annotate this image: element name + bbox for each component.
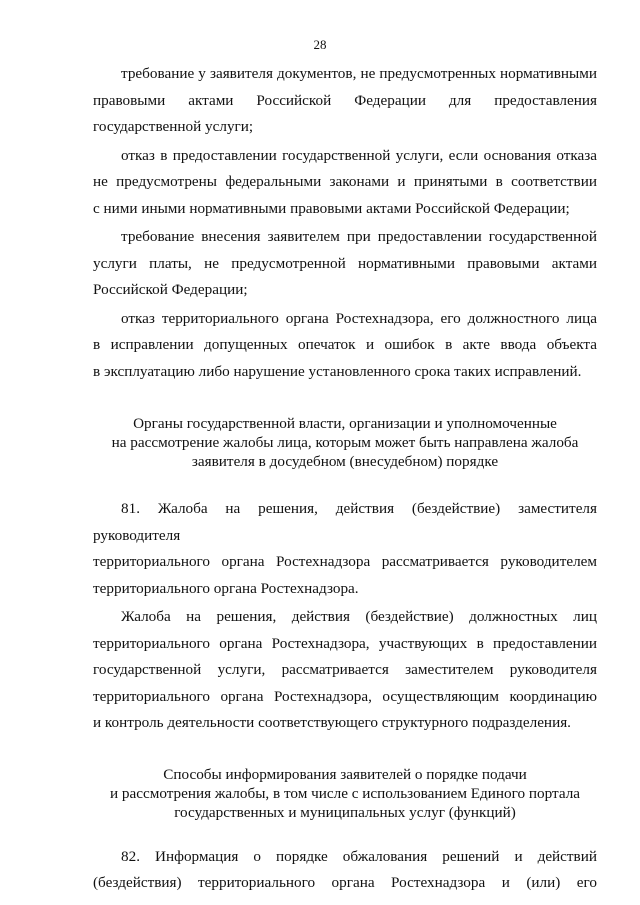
text-line: 82. Информация о порядке обжалования решений и действий [121, 847, 597, 865]
page-number: 28 [313, 37, 327, 52]
section-heading-informing-methods [81, 765, 609, 822]
paragraph-81 [93, 496, 597, 602]
heading-line: Органы государственной власти, организации и уполномоченные [133, 415, 557, 432]
text-line: правовыми актами Российской Федерации для предоставления [93, 91, 597, 109]
text-line: услуги платы, не предусмотренной нормативными правовыми актами [93, 254, 597, 272]
text-line: в эксплуатацию либо нарушение установленного срока таких исправлений. [93, 362, 582, 380]
heading-line: государственных и муниципальных услуг (функций) [174, 803, 516, 821]
paragraph-82 [93, 844, 597, 897]
paragraph-correction-refusal [93, 306, 597, 386]
text-line: государственной услуги, рассматривается заместителем руководителя [93, 661, 597, 678]
text-line: с ними иными нормативными правовыми актами Российской Федерации; [93, 199, 570, 217]
text-line: Жалоба на решения, действия (бездействие) должностных лиц [121, 608, 597, 625]
text-line: требование внесения заявителем при предоставлении государственной [121, 228, 597, 245]
heading-line: на рассмотрение жалобы лица, которым может быть направлена жалоба [111, 434, 579, 451]
document-body [93, 61, 597, 897]
paragraph-complaint-officials [93, 604, 597, 737]
paragraph-payment-requirement [93, 224, 597, 304]
text-line: территориального органа Ростехнадзора, осуществляющим координацию [93, 687, 597, 705]
text-line: в исправлении допущенных опечаток и ошибок в акте ввода объекта [93, 336, 597, 353]
text-line: Российской Федерации; [93, 281, 248, 298]
text-line: государственной услуги; [93, 118, 254, 135]
text-line: требование у заявителя документов, не предусмотренных нормативными [121, 65, 597, 82]
text-line: и контроль деятельности соответствующего структурного подразделения. [93, 714, 571, 731]
text-line: территориального органа Ростехнадзора. [93, 579, 359, 597]
text-line: территориального органа Ростехнадзора, участвующих в предоставлении [93, 634, 597, 652]
text-line: отказ территориального органа Ростехнадзора, его должностного лица [121, 309, 597, 327]
text-line: не предусмотрены федеральными законами и принятыми в соответствии [93, 173, 597, 190]
section-heading-complaint-bodies [81, 414, 609, 471]
heading-line: и рассмотрения жалобы, в том числе с использованием Единого портала [109, 784, 581, 802]
text-line: отказ в предоставлении государственной услуги, если основания отказа [121, 146, 597, 164]
paragraph-refusal [93, 143, 597, 223]
text-line: 81. Жалоба на решения, действия (бездействие) заместителя руководителя [93, 500, 597, 544]
heading-line: Способы информирования заявителей о порядке подачи [163, 765, 527, 783]
text-line: территориального органа Ростехнадзора рассматривается руководителем [93, 553, 597, 570]
text-line: (бездействия) территориального органа Ростехнадзора и (или) его [93, 874, 597, 891]
paragraph-document-requirement [93, 61, 597, 141]
heading-line: заявителя в досудебном (внесудебном) порядке [191, 453, 499, 470]
